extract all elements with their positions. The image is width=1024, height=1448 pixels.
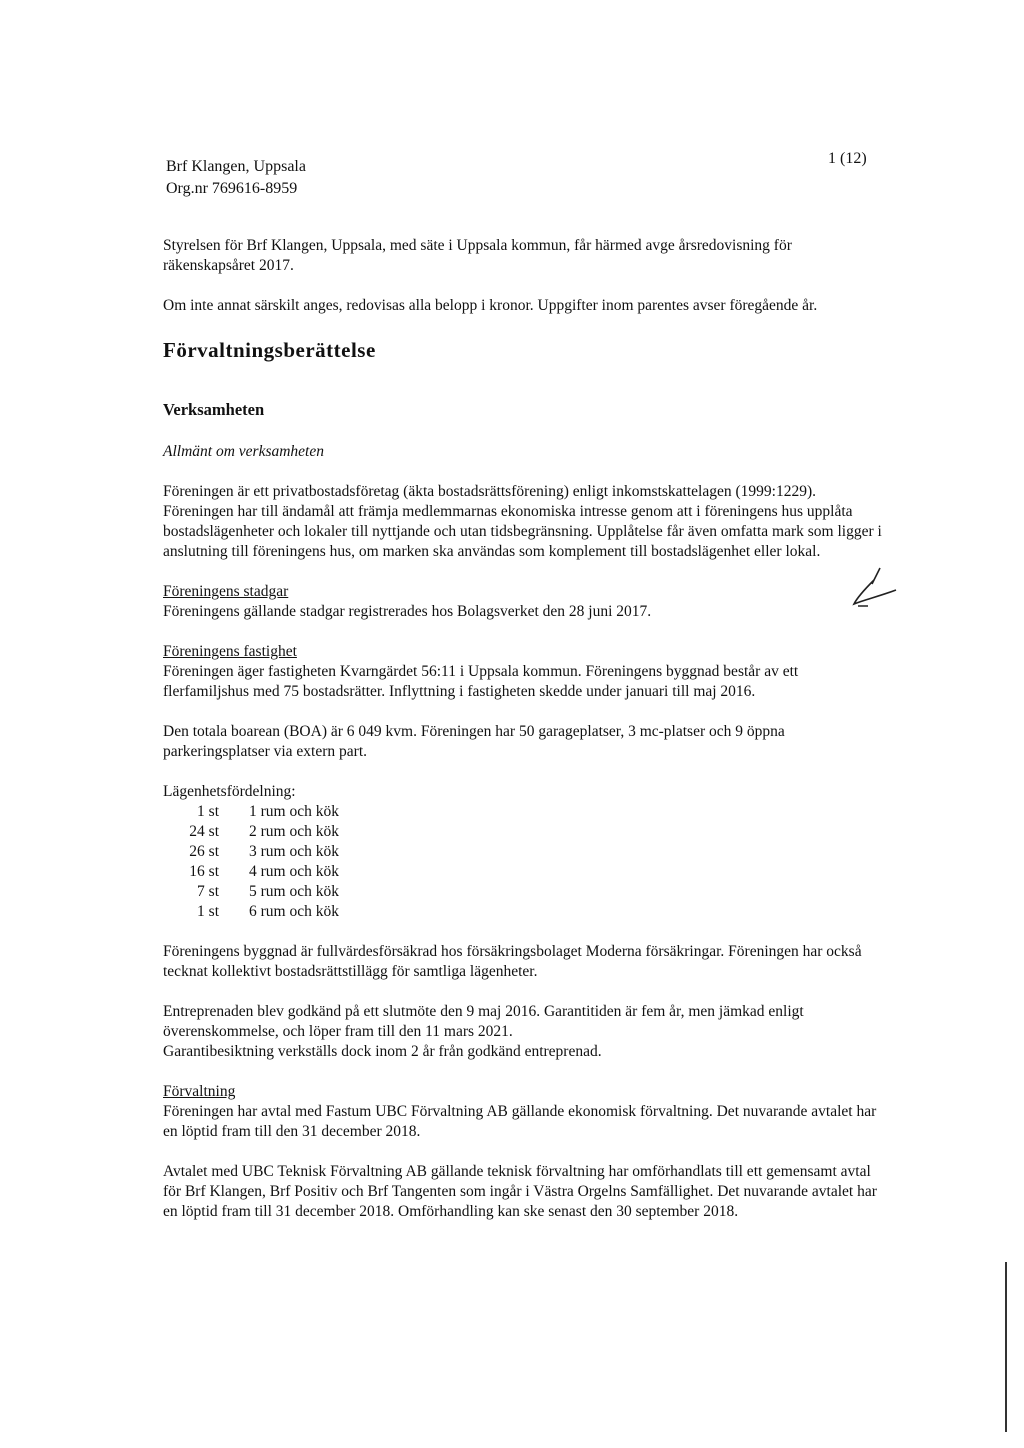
- apartment-type: 5 rum och kök: [249, 883, 339, 900]
- apartment-type: 3 rum och kök: [249, 843, 339, 860]
- table-row: [173, 902, 339, 922]
- apartment-count: 1 st: [197, 903, 219, 920]
- apartment-type: 2 rum och kök: [249, 823, 339, 840]
- table-row: [173, 882, 339, 902]
- header-organization: [166, 156, 306, 200]
- apartment-count: 24 st: [189, 823, 219, 840]
- insurance-paragraph: Föreningens byggnad är fullvärdesförsäkrad hos försäkringsbolaget Moderna försäkringar. Föreningen har också tecknat kollektivt bostadsrättstillägg för samtliga lägenheter.: [163, 943, 862, 980]
- boarea-text: Den totala boarean (BOA) är 6 049 kvm. Föreningen har 50 garageplatser, 3 mc-platser och 9 öppna parkeringsplatser via extern part.: [163, 723, 785, 760]
- stadgar-heading: Föreningens stadgar: [163, 583, 289, 600]
- general-paragraph: Föreningen är ett privatbostadsföretag (äkta bostadsrättsförening) enligt inkomstskattelagen (1999:1229). Föreningen har till ändamål att främja medlemmarnas ekonomiska intresse genom att i föreningens hus upplåta bostadslägenheter och lokaler till nyttjande och utan tidsbegränsning. Upplåtelse får även omfatta mark som ligger i anslutning till föreningens hus, om marken ska användas som komplement till bostadslägenhet eller lokal.: [163, 483, 882, 560]
- intro-paragraph: Styrelsen för Brf Klangen, Uppsala, med säte i Uppsala kommun, får härmed avge årsredovisning för räkenskapsåret 2017.: [163, 237, 792, 274]
- scan-edge-line: [1005, 1262, 1007, 1432]
- apartment-count: 7 st: [197, 883, 219, 900]
- distribution-label: Lägenhetsfördelning:: [163, 783, 296, 800]
- apartment-count: 1 st: [197, 803, 219, 820]
- apartment-distribution-table: [173, 802, 339, 922]
- forvaltning-text: Föreningen har avtal med Fastum UBC Förvaltning AB gällande ekonomisk förvaltning. Det nuvarande avtalet har en löptid fram till den 31 december 2018.: [163, 1103, 877, 1140]
- table-row: [173, 842, 339, 862]
- document-title: Förvaltningsberättelse: [163, 338, 376, 362]
- subsection-heading: Allmänt om verksamheten: [163, 443, 324, 460]
- forvaltning-text-technical: Avtalet med UBC Teknisk Förvaltning AB gällande teknisk förvaltning har omförhandlats till ett gemensamt avtal för Brf Klangen, Brf Positiv och Brf Tangenten som ingår i Västra Orgelns Samfällighet. Det nuvarande avtalet har en löptid fram till 31 december 2018. Omförhandling kan ske senast den 30 september 2018.: [163, 1163, 877, 1220]
- apartment-count: 26 st: [189, 843, 219, 860]
- warranty-inspection: Garantibesiktning verkställs dock inom 2 år från godkänd entreprenad.: [163, 1043, 602, 1060]
- table-row: [173, 802, 339, 822]
- document-body: [163, 236, 883, 1222]
- fastighet-text: Föreningen äger fastigheten Kvarngärdet 56:11 i Uppsala kommun. Föreningens byggnad består av ett flerfamiljshus med 75 bostadsrätter. Inflyttning i fastigheten skedde under januari till maj 2016.: [163, 663, 799, 700]
- org-number: Org.nr 769616-8959: [166, 180, 298, 197]
- fastighet-heading: Föreningens fastighet: [163, 643, 297, 660]
- table-row: [173, 862, 339, 882]
- apartment-count: 16 st: [189, 863, 219, 880]
- stadgar-text: Föreningens gällande stadgar registrerades hos Bolagsverket den 28 juni 2017.: [163, 603, 652, 620]
- apartment-type: 6 rum och kök: [249, 903, 339, 920]
- currency-note: Om inte annat särskilt anges, redovisas alla belopp i kronor. Uppgifter inom parentes avser föregående år.: [163, 297, 818, 314]
- table-row: [173, 822, 339, 842]
- handwritten-initial-mark: [850, 566, 900, 610]
- section-heading: Verksamheten: [163, 400, 265, 419]
- forvaltning-heading: Förvaltning: [163, 1083, 236, 1100]
- warranty-paragraph: Entreprenaden blev godkänd på ett slutmöte den 9 maj 2016. Garantitiden är fem år, men jämkad enligt överenskommelse, och löper fram till den 11 mars 2021.: [163, 1003, 804, 1040]
- org-name: Brf Klangen, Uppsala: [166, 158, 306, 175]
- page-number: 1 (12): [828, 150, 867, 167]
- apartment-type: 1 rum och kök: [249, 803, 339, 820]
- apartment-type: 4 rum och kök: [249, 863, 339, 880]
